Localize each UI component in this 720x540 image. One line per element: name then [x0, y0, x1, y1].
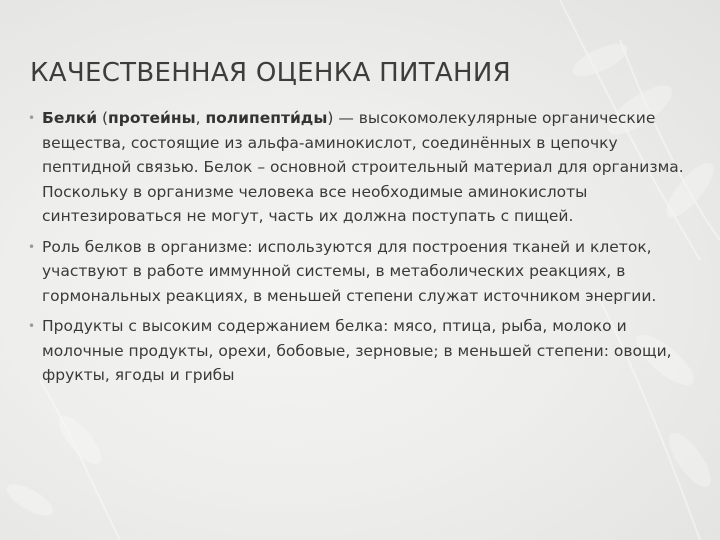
bullet-icon: •	[28, 319, 36, 333]
slide-title: КАЧЕСТВЕННАЯ ОЦЕНКА ПИТАНИЯ	[30, 58, 511, 88]
bullet-item-protein-role	[28, 235, 698, 309]
bullet-icon: •	[28, 239, 36, 254]
bullet-list	[28, 106, 698, 394]
term-belki: Белки́	[42, 109, 98, 127]
bullet-item-protein-foods	[28, 314, 698, 388]
term-proteiny: протеи́ны	[108, 109, 196, 127]
term-polipeptidy: полипепти́ды	[205, 109, 328, 127]
bullet-item-proteins-definition	[28, 106, 698, 229]
text-fragment: (	[97, 109, 109, 127]
text-fragment: ,	[195, 109, 206, 127]
bullet-text: Продукты с высоким содержанием белка: мясо, птица, рыба, молоко и молочные продукты, орехи, бобовые, зерновые; в меньшей степени: овощи, фрукты, ягоды и грибы	[42, 317, 672, 384]
bullet-icon: •	[28, 111, 36, 125]
bullet-text: Роль белков в организме: используются для построения тканей и клеток, участвуют в работе иммунной системы, в метаболических реакциях, в гормональных реакциях, в меньшей степени служат источником энергии.	[42, 237, 657, 305]
bullet-text: ) — высокомолекулярные органические вещества, состоящие из альфа-аминокислот, соединённых в цепочку пептидной связью. Белок – основной строительный материал для организма. Поскольку в организме человека все необходимые аминокислоты синтезироваться не могут, часть их должна поступать с пищей.	[42, 109, 684, 225]
